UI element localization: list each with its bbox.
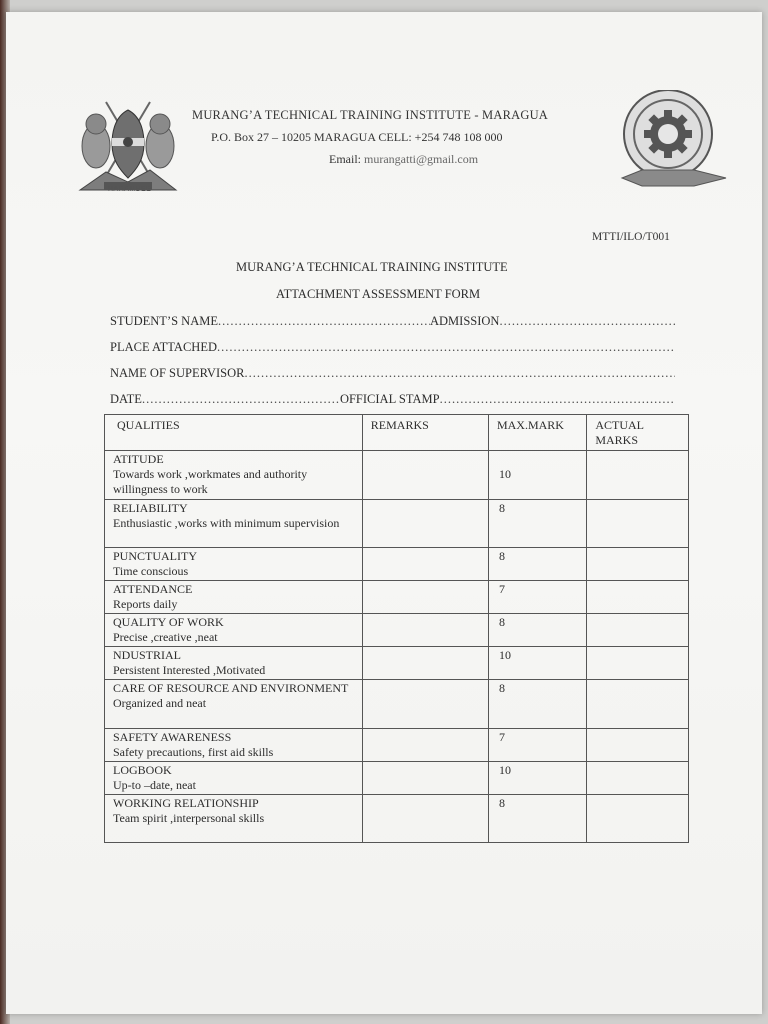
actual-marks-cell[interactable]	[587, 451, 689, 500]
student-name-label: STUDENT’S NAME	[110, 314, 218, 328]
quality-name: LOGBOOK	[113, 763, 172, 777]
max-mark-cell	[488, 795, 586, 843]
quality-cell	[105, 729, 363, 762]
email-value: murangatti@gmail.com	[364, 152, 479, 166]
official-stamp-field[interactable]	[440, 392, 675, 407]
actual-marks-cell[interactable]	[587, 647, 689, 680]
coat-of-arms-motto: HARAMBEE	[108, 186, 152, 193]
actual-marks-cell[interactable]	[587, 581, 689, 614]
table-row	[105, 500, 689, 548]
remarks-cell[interactable]	[362, 614, 488, 647]
student-name-row	[110, 314, 675, 329]
table-row	[105, 548, 689, 581]
institute-email	[329, 152, 478, 167]
table-row	[105, 581, 689, 614]
student-name-field[interactable]	[218, 314, 430, 329]
institute-title: MURANG’A TECHNICAL TRAINING INSTITUTE	[236, 260, 508, 274]
max-mark-value: 10	[498, 648, 511, 662]
coat-of-arms-icon	[76, 98, 180, 198]
quality-cell	[105, 548, 363, 581]
table-header-row	[105, 415, 689, 451]
max-mark-cell	[488, 729, 586, 762]
actual-marks-cell[interactable]	[587, 795, 689, 843]
quality-cell	[105, 500, 363, 548]
actual-marks-cell[interactable]	[587, 548, 689, 581]
institute-header-name: MURANG’A TECHNICAL TRAINING INSTITUTE - MARAGUA	[192, 108, 549, 122]
table-row	[105, 451, 689, 500]
quality-description: Time conscious	[113, 564, 189, 578]
form-title: ATTACHMENT ASSESSMENT FORM	[276, 287, 481, 301]
quality-name: CARE OF RESOURCE AND ENVIRONMENT	[113, 681, 349, 695]
table-row	[105, 647, 689, 680]
supervisor-field[interactable]	[244, 366, 675, 381]
table-row	[105, 680, 689, 729]
email-label: Email:	[329, 152, 364, 166]
quality-cell	[105, 762, 363, 795]
admission-label: ADMISSION	[429, 314, 500, 328]
place-attached-label: PLACE ATTACHED	[110, 340, 217, 354]
max-mark-cell	[488, 614, 586, 647]
institute-seal-icon	[618, 90, 730, 192]
header-remarks: REMARKS	[362, 415, 488, 451]
max-mark-value: 7	[498, 730, 505, 744]
max-mark-cell	[488, 500, 586, 548]
remarks-cell[interactable]	[362, 451, 488, 500]
quality-description: Team spirit ,interpersonal skills	[113, 811, 265, 825]
max-mark-value: 8	[498, 501, 505, 515]
quality-description: Safety precautions, first aid skills	[113, 745, 274, 759]
remarks-cell[interactable]	[362, 729, 488, 762]
max-mark-cell	[488, 680, 586, 729]
quality-cell	[105, 614, 363, 647]
quality-name: ATITUDE	[113, 452, 164, 466]
quality-description: Reports daily	[113, 597, 178, 611]
remarks-cell[interactable]	[362, 581, 488, 614]
actual-marks-cell[interactable]	[587, 762, 689, 795]
admission-field[interactable]	[499, 314, 675, 329]
place-attached-field[interactable]	[217, 340, 675, 355]
quality-description: Organized and neat	[113, 696, 207, 710]
quality-description: Persistent Interested ,Motivated	[113, 663, 266, 677]
max-mark-cell	[488, 762, 586, 795]
max-mark-value: 7	[498, 582, 505, 596]
official-stamp-label: OFFICIAL STAMP	[339, 392, 440, 406]
date-label: DATE	[110, 392, 142, 406]
actual-marks-cell[interactable]	[587, 680, 689, 729]
place-attached-row	[110, 340, 675, 355]
quality-cell	[105, 795, 363, 843]
max-mark-cell	[488, 647, 586, 680]
max-mark-cell	[488, 548, 586, 581]
quality-cell	[105, 581, 363, 614]
table-row	[105, 762, 689, 795]
quality-description: Precise ,creative ,neat	[113, 630, 218, 644]
max-mark-value: 10	[498, 763, 511, 777]
table-row	[105, 729, 689, 762]
header-qualities: QUALITIES	[105, 415, 363, 451]
remarks-cell[interactable]	[362, 548, 488, 581]
quality-description: Up-to –date, neat	[113, 778, 196, 792]
institute-address: P.O. Box 27 – 10205 MARAGUA CELL: +254 748 108 000	[211, 130, 503, 144]
max-mark-value: 8	[498, 549, 505, 563]
supervisor-row	[110, 366, 675, 381]
max-mark-value: 8	[498, 796, 505, 810]
remarks-cell[interactable]	[362, 680, 488, 729]
assessment-table	[104, 414, 689, 843]
date-row	[110, 392, 675, 407]
remarks-cell[interactable]	[362, 762, 488, 795]
max-mark-value: 8	[498, 681, 505, 695]
quality-cell	[105, 647, 363, 680]
max-mark-cell	[488, 451, 586, 500]
max-mark-cell	[488, 581, 586, 614]
table-row	[105, 795, 689, 843]
quality-description: Enthusiastic ,works with minimum supervision	[113, 516, 340, 530]
max-mark-value: 10	[498, 467, 511, 481]
quality-name: ATTENDANCE	[113, 582, 193, 596]
quality-name: PUNCTUALITY	[113, 549, 197, 563]
remarks-cell[interactable]	[362, 500, 488, 548]
remarks-cell[interactable]	[362, 647, 488, 680]
quality-name: WORKING RELATIONSHIP	[113, 796, 259, 810]
header-max-mark: MAX.MARK	[488, 415, 586, 451]
header-actual-marks: ACTUAL MARKS	[587, 415, 689, 451]
quality-name: SAFETY AWARENESS	[113, 730, 232, 744]
quality-description: Towards work ,workmates and authority willingness to work	[113, 467, 308, 496]
quality-name: QUALITY OF WORK	[113, 615, 224, 629]
form-reference-code: MTTI/ILO/T001	[592, 231, 670, 243]
quality-name: NDUSTRIAL	[113, 648, 181, 662]
actual-marks-cell[interactable]	[587, 614, 689, 647]
supervisor-label: NAME OF SUPERVISOR	[110, 366, 245, 380]
actual-marks-cell[interactable]	[587, 729, 689, 762]
date-field[interactable]	[142, 392, 340, 407]
table-row	[105, 614, 689, 647]
quality-cell	[105, 680, 363, 729]
quality-name: RELIABILITY	[113, 501, 188, 515]
max-mark-value: 8	[498, 615, 505, 629]
quality-cell	[105, 451, 363, 500]
remarks-cell[interactable]	[362, 795, 488, 843]
actual-marks-cell[interactable]	[587, 500, 689, 548]
